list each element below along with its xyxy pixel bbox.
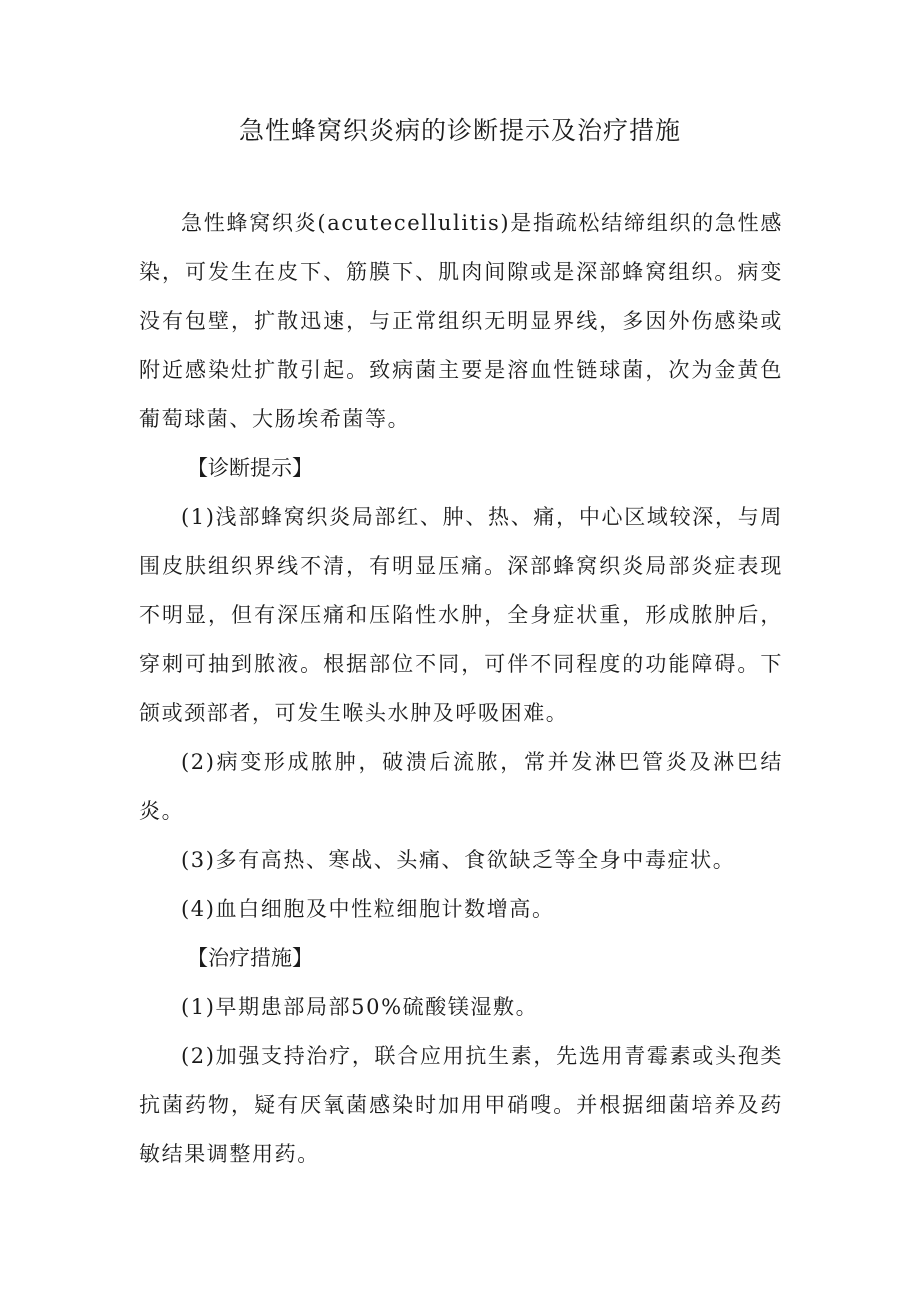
diagnosis-heading: 【诊断提示】 xyxy=(187,456,313,480)
treatment-heading: 【治疗措施】 xyxy=(187,946,313,970)
diagnosis-item-2: (2)病变形成脓肿，破溃后流脓，常并发淋巴管炎及淋巴结炎。 xyxy=(139,750,783,823)
diagnosis-item-4: (4)血白细胞及中性粒细胞计数增高。 xyxy=(181,897,555,921)
intro-paragraph: 急性蜂窝织炎(acutecellulitis)是指疏松结缔组织的急性感染，可发生在皮下、筋膜下、肌肉间隙或是深部蜂窝组织。病变没有包壁，扩散迅速，与正常组织无明显界线，多因外伤感染或附近感染灶扩散引起。致病菌主要是溶血性链球菌，次为金黄色葡萄球菌、大肠埃希菌等。 xyxy=(139,211,783,431)
treatment-item-1: (1)早期患部局部50%硫酸镁湿敷。 xyxy=(181,995,539,1019)
document-title: 急性蜂窝织炎病的诊断提示及治疗措施 xyxy=(238,116,681,145)
diagnosis-item-3: (3)多有高热、寒战、头痛、食欲缺乏等全身中毒症状。 xyxy=(181,848,736,872)
diagnosis-item-1: (1)浅部蜂窝织炎局部红、肿、热、痛，中心区域较深，与周围皮肤组织界线不清，有明显压痛。深部蜂窝织炎局部炎症表现不明显，但有深压痛和压陷性水肿，全身症状重，形成脓肿后，穿刺可抽到脓液。根据部位不同，可伴不同程度的功能障碍。下颌或颈部者，可发生喉头水肿及呼吸困难。 xyxy=(139,505,783,725)
document-body xyxy=(139,199,783,1179)
treatment-item-2: (2)加强支持治疗，联合应用抗生素，先选用青霉素或头孢类抗菌药物，疑有厌氧菌感染时加用甲硝嗖。并根据细菌培养及药敏结果调整用药。 xyxy=(139,1044,783,1166)
